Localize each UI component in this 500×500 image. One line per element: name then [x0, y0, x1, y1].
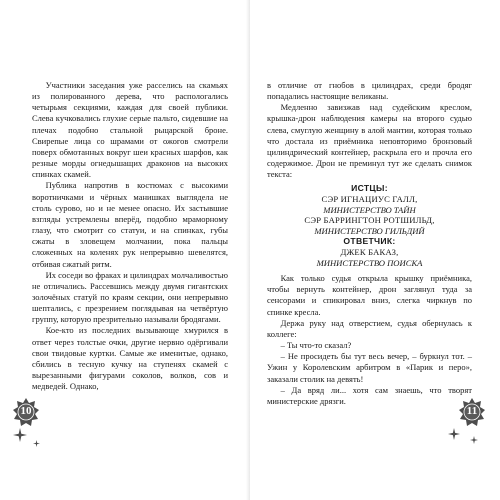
plaintiff-ministry: МИНИСТЕРСТВО ГИЛЬДИЙ [314, 225, 425, 236]
sparkle-icon [13, 428, 27, 442]
page-number-left [13, 398, 39, 426]
page-number-right [459, 398, 485, 426]
paragraph: Держа руку над отверстием, судья обернулась к коллеге: [267, 317, 472, 339]
paragraph: Публика напротив в костюмах с высокими воротничками и чёрных манишках выглядела не столь сурово, но и не менее опасно. Их застывшие взгляды устремлены вперёд, подобно мраморному глазу, что смотрит со статуи, и на спинках, губы сжаты в зловещем молчании, пока пальцы сложенных на коленях рук непрерывно шевелятся, отбивая сжатый ритм. [32, 180, 228, 269]
sparkle-icon [470, 436, 478, 444]
right-page-text [267, 80, 472, 407]
defendant-name: ДЖЕК БАКАЗ, [340, 246, 399, 257]
dialogue-line: – Да вряд ли... хотя сам знаешь, что творят министерские дрязги. [267, 384, 472, 406]
court-notice [267, 183, 472, 268]
page-number-label: 10 [20, 405, 32, 417]
dialogue-line: – Ты что-то сказал? [280, 340, 352, 351]
plaintiff-name: СЭР БАРРИНГТОН РОТШИЛЬД, [304, 215, 435, 226]
paragraph: Кое-кто из последних вызывающе хмурился в ответ через толстые очки, другие нервно одёргивали свои твидовые куртки. Самые же именитые, однако, сбились в тесную кучку на ступенях скамей с вырезанными фигурами соколов, волков, сов и медведей. Однако, [32, 325, 228, 392]
paragraph: Медленно завизжав над судейским креслом, крышка-дрон наблюдения камеры на второго судью слева, смуглую женщину в алой мантии, которая только что достала из приёмника неповторимо бронзовый цилиндрический контейнер, раскрыла его и прочла его содержимое. Дрон не преминул тут же сделать снимок текста: [267, 102, 472, 180]
left-page-text [32, 80, 228, 392]
notice-heading-plaintiffs: ИСТЦЫ: [351, 183, 388, 194]
notice-heading-defendant: ОТВЕТЧИК: [343, 236, 396, 247]
paragraph: Как только судья открыла крышку приёмника, чтобы вернуть контейнер, дрон заглянул туда за сенсорами и спикировал вниз, слегка чиркнув по спинке кресла. [267, 273, 472, 317]
sparkle-icon [33, 440, 40, 447]
sparkle-icon [448, 428, 460, 440]
dialogue-line: – Не просидеть бы тут весь вечер, – буркнул тот. – Ужин у Королевским арбитром в «Парик и перо», заказали столик на девять! [267, 351, 472, 384]
page-number-label: 11 [466, 405, 478, 417]
defendant-ministry: МИНИСТЕРСТВО ПОИСКА [316, 257, 423, 268]
paragraph: в отличие от гнобов в цилиндрах, среди бродяг попадались настоящие великаны. [267, 80, 472, 102]
plaintiff-name: СЭР ИГНАЦИУС ГАЛЛ, [321, 194, 418, 204]
paragraph: Их соседи во фраках и цилиндрах молчаливостью не отличались. Рассевшись между двумя гигантских золочёных статуй по краям секции, они непрерывно шептались, с презрением поглядывая на четвёртую группу, которую презрительно называли бродягами. [32, 269, 228, 325]
plaintiff-ministry: МИНИСТЕРСТВО ТАЙН [323, 204, 416, 215]
paragraph: Участники заседания уже расселись на скамьях из полированного дерева, что распологались четырьмя секциями, каждая для своей публики. Слева кучковались глухие серые пальто, сидевшие на плечах подобно стальной рыцарской броне. Свирепые лица со шрамами от ожогов смотрели поверх обмотанных вокруг шеи красных шарфов, как резные морды огнедышащих драконов на высоких спинках скамей. [32, 80, 228, 180]
